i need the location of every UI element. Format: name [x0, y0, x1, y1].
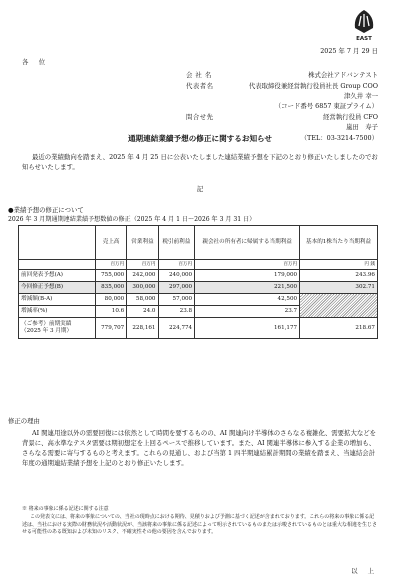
- section-heading: ●業績予想の修正について: [8, 206, 84, 214]
- unit-corner: [19, 260, 96, 270]
- table-cell: 10.6: [96, 306, 127, 318]
- intro-paragraph: 最近の業績動向を踏まえ、2025 年 4 月 25 日に公表いたしました連結業績予想を下記のとおり修正いたしましたのでお知らせいたします。: [22, 153, 378, 172]
- unit-label: 百万円: [158, 260, 195, 270]
- table-row: [19, 270, 378, 282]
- col-header: 税引前利益: [158, 226, 195, 260]
- unit-label: 百万円: [96, 260, 127, 270]
- table-cell: 42,500: [195, 294, 300, 306]
- company-info-row: [186, 122, 378, 132]
- col-header: 基本的1株当たり当期利益: [300, 226, 378, 260]
- info-label: 問合せ先: [186, 112, 214, 121]
- table-cell: 224,774: [158, 318, 195, 339]
- info-value: 嵐田 寿子: [346, 123, 378, 132]
- table-cell: 57,000: [158, 294, 195, 306]
- info-value: 経営執行役員 CFO: [323, 112, 378, 121]
- table-cell: 23.7: [195, 306, 300, 318]
- table-cell: 58,000: [127, 294, 158, 306]
- table-caption: 2026 年 3 月期通期連結業績予想数値の修正（2025 年 4 月 1 日～2026 年 3 月 31 日）: [8, 216, 256, 223]
- info-label: 代表者名: [186, 81, 214, 90]
- info-value: 株式会社アドバンテスト: [308, 71, 378, 80]
- row-label: 増減率(%): [19, 306, 96, 318]
- svg-text:EAST: EAST: [356, 36, 372, 42]
- col-header: 親会社の所有者に帰属する当期利益: [195, 226, 300, 260]
- disclaimer-heading: ※ 将来の事象に係る記述に関する注意: [22, 506, 109, 512]
- table-cell: 218.67: [300, 318, 378, 339]
- ki-marker: 記: [196, 185, 204, 193]
- col-header: 売上高: [96, 226, 127, 260]
- company-info-row: [186, 91, 378, 101]
- table-cell: 300,000: [127, 282, 158, 294]
- table-cell: 240,000: [158, 270, 195, 282]
- table-cell: 161,177: [195, 318, 300, 339]
- company-info-row: [186, 80, 378, 90]
- unit-label: 円 銭: [300, 260, 378, 270]
- company-logo: [352, 8, 376, 42]
- info-label: 会 社 名: [186, 71, 212, 80]
- table-cell: 243.96: [300, 270, 378, 282]
- table-cell: 835,000: [96, 282, 127, 294]
- company-info-row: [186, 70, 378, 80]
- row-label: 前回発表予想(A): [19, 270, 96, 282]
- row-label: 今回修正予想(B): [19, 282, 96, 294]
- table-header-row: [19, 226, 378, 260]
- row-label: 増減額(B-A): [19, 294, 96, 306]
- info-value: 代表取締役兼経営執行役員社長 Group COO: [248, 81, 378, 90]
- addressee: 各 位: [22, 58, 48, 66]
- table-cell: 242,000: [127, 270, 158, 282]
- table-cell: 755,000: [96, 270, 127, 282]
- table-cell: 80,000: [96, 294, 127, 306]
- info-value: （コード番号 6857 東証プライム）: [274, 102, 378, 111]
- end-mark: 以 上: [351, 567, 378, 575]
- reason-heading: 修正の理由: [8, 417, 40, 425]
- table-cell: 24.0: [127, 306, 158, 318]
- disclaimer-text: この発表文には、将来の事象についての、当社の現時点における期待、見積りおよび予測に基づく記述が含まれております。これらの将来の事象に係る記述は、当社における実際の財務状況や活動状況が、当該将来の事象に係る記述によって明示されているものまたは示唆されているものとは重大な相違を生じさせる可能性のある既知および未知のリスク、不確実性その他の要因を含んでおります。: [22, 513, 378, 536]
- forecast-table: [18, 225, 378, 339]
- table-cell: 23.8: [158, 306, 195, 318]
- table-cell: 302.71: [300, 282, 378, 294]
- row-label: （ご参考）前期実績 （2025 年 3 月期）: [19, 318, 96, 339]
- table-cell: 297,000: [158, 282, 195, 294]
- col-header: 営業利益: [127, 226, 158, 260]
- table-cell: 779,707: [96, 318, 127, 339]
- table-cell: 228,161: [127, 318, 158, 339]
- unit-label: 百万円: [127, 260, 158, 270]
- release-date: 2025 年 7 月 29 日: [320, 47, 378, 55]
- header-corner: [19, 226, 96, 260]
- company-info-row: [186, 112, 378, 122]
- info-value: 津久井 幸一: [344, 91, 378, 100]
- disclaimer-note: [22, 506, 378, 537]
- table-cell: 221,500: [195, 282, 300, 294]
- table-row: [19, 294, 378, 306]
- table-row: [19, 282, 378, 294]
- company-info: [186, 70, 378, 143]
- table-row: [19, 260, 378, 270]
- info-value: （TEL：03-3214-7500）: [300, 133, 378, 142]
- table-cell-hatched: [300, 294, 378, 318]
- page-title: 通期連結業績予想の修正に関するお知らせ: [127, 134, 273, 143]
- table-row: [19, 318, 378, 339]
- reason-paragraph: AI 関連用途以外の需要回復には依然として時間を要するものの、AI 関連向け半導体のさらなる複雑化、需要拡大などを背景に、高水準なテスタ需要は期初想定を上回るペースで推移しています。また、AI 関連半導体に参入する企業の増加も、さらなる需要に寄与するものと考えます。これらの見通し、および当第 1 四半期連結累計期間の業績を踏まえ、当連結会計年度の通期連結業績予想を上記のとおり修正いたします。: [22, 429, 377, 467]
- table-cell: 179,000: [195, 270, 300, 282]
- unit-label: 百万円: [195, 260, 300, 270]
- company-info-row: [186, 101, 378, 111]
